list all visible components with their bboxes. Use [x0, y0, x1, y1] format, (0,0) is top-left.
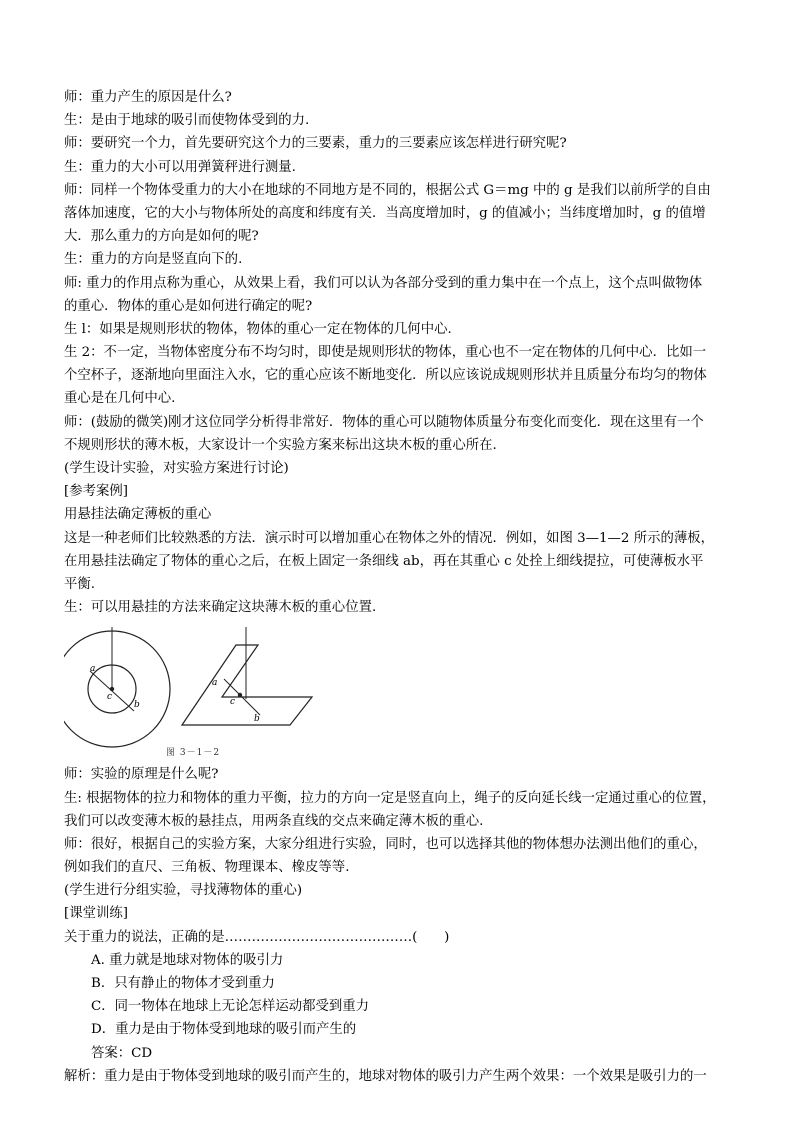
- text-line: 师：重力产生的原因是什么?: [64, 90, 232, 105]
- text-line: 关于重力的说法，正确的是……………………………………( ): [64, 929, 450, 945]
- text-line: (学生进行分组实验，寻找薄物体的重心): [64, 883, 303, 899]
- text-line: 师: 重力的作用点称为重心，从效果上看，我们可以认为各部分受到的重力集中在一个点上，这个点叫做物体: [64, 275, 703, 291]
- option-line: C．同一物体在地球上无论怎样运动都受到重力: [91, 999, 370, 1015]
- angle-plate-drawing: [182, 627, 312, 725]
- text-line: 的重心．物体的重心是如何进行确定的呢?: [64, 298, 313, 314]
- text-line: 在用悬挂法确定了物体的重心之后，在板上固定一条细线 ab，再在其重心 c 处拴上细线提拉，可使薄板水平: [64, 553, 704, 569]
- text-line: 大．那么重力的方向是如何的呢?: [64, 229, 259, 245]
- text-line: 生：重力的大小可以用弹簧秤进行测量.: [64, 159, 296, 175]
- dialogue-top: [64, 86, 744, 619]
- text-line: [课堂训练]: [64, 906, 129, 922]
- text-line: 例如我们的直尺、三角板、物理课本、橡皮等等.: [64, 860, 350, 876]
- text-line: 落体加速度，它的大小与物体所处的高度和纬度有关．当高度增加时，g 的值减小；当纬度增加时，g 的值增: [64, 205, 706, 221]
- label-a-left: a: [90, 664, 96, 675]
- figure-3-1-2: [64, 627, 744, 759]
- suspension-diagram: [64, 627, 364, 759]
- text-line: 生 2：不一定，当物体密度分布不均匀时，即使是规则形状的物体，重心也不一定在物体的几何中心．比如一: [64, 345, 707, 361]
- text-line: 师：实验的原理是什么呢?: [64, 767, 219, 783]
- option-line: A. 重力就是地球对物体的吸引力: [91, 952, 284, 968]
- text-line: 不规则形状的薄木板，大家设计一个实验方案来标出这块木板的重心所在.: [64, 437, 497, 453]
- figure-caption: 图 3－1－2: [166, 748, 221, 759]
- label-b-left: b: [134, 700, 140, 711]
- dialogue-bottom: [64, 763, 744, 949]
- label-c-right: c: [230, 697, 236, 708]
- text-line: 师：要研究一个力，首先要研究这个力的三要素，重力的三要素应该怎样进行研究呢?: [64, 136, 567, 152]
- text-line: 个空杯子，逐渐地向里面注入水，它的重心应该不断地变化．所以应该说成规则形状并且质量分布均匀的物体: [64, 368, 707, 384]
- text-line: (学生设计实验，对实验方案进行讨论): [64, 461, 289, 476]
- text-line: 重心是在几何中心.: [64, 391, 176, 407]
- text-line: 师：很好，根据自己的实验方案，大家分组进行实验，同时，也可以选择其他的物体想办法测出他们的重心，: [64, 836, 707, 852]
- text-line: 用悬挂法确定薄板的重心: [64, 507, 212, 523]
- ring-plate-drawing: [64, 627, 170, 747]
- label-a-right: a: [212, 678, 218, 689]
- text-line: 平衡.: [64, 576, 96, 592]
- text-line: 生：可以用悬挂的方法来确定这块薄木板的重心位置.: [64, 600, 377, 616]
- text-line: 生：重力的方向是竖直向下的.: [64, 252, 243, 268]
- analysis-text: 解析：重力是由于物体受到地球的吸引而产生的，地球对物体的吸引力产生两个效果：一个效果是吸引力的一: [64, 1068, 707, 1084]
- option-line: B．只有静止的物体才受到重力: [91, 976, 275, 991]
- text-line: 我们可以改变薄木板的悬挂点，用两条直线的交点来确定薄木板的重心.: [64, 813, 484, 829]
- text-line: 师：(鼓励的微笑)刚才这位同学分析得非常好．物体的重心可以随物体质量分布变化而变化．现在这里有一个: [64, 414, 704, 430]
- option-line: D．重力是由于物体受到地球的吸引而产生的: [91, 1022, 357, 1038]
- text-line: 生: 根据物体的拉力和物体的重力平衡，拉力的方向一定是竖直向上，绳子的反向延长线一定通过重心的位置，: [64, 790, 716, 806]
- text-line: 师：同样一个物体受重力的大小在地球的不同地方是不同的，根据公式 G＝mg 中的 g 是我们以前所学的自由: [64, 182, 711, 198]
- text-line: [参考案例]: [64, 484, 129, 500]
- text-line: 生 l：如果是规则形状的物体，物体的重心一定在物体的几何中心.: [64, 321, 452, 337]
- label-b-right: b: [254, 714, 260, 725]
- document-page: [64, 86, 744, 1088]
- option-line: 答案：CD: [91, 1045, 153, 1061]
- label-c-left: c: [107, 692, 113, 703]
- answer-options: [64, 949, 744, 1065]
- text-line: 生：是由于地球的吸引而使物体受到的力.: [64, 113, 310, 129]
- text-line: 这是一种老师们比较熟悉的方法．演示时可以增加重心在物体之外的情况．例如，如图 3—1—2 所示的薄板，: [64, 530, 715, 546]
